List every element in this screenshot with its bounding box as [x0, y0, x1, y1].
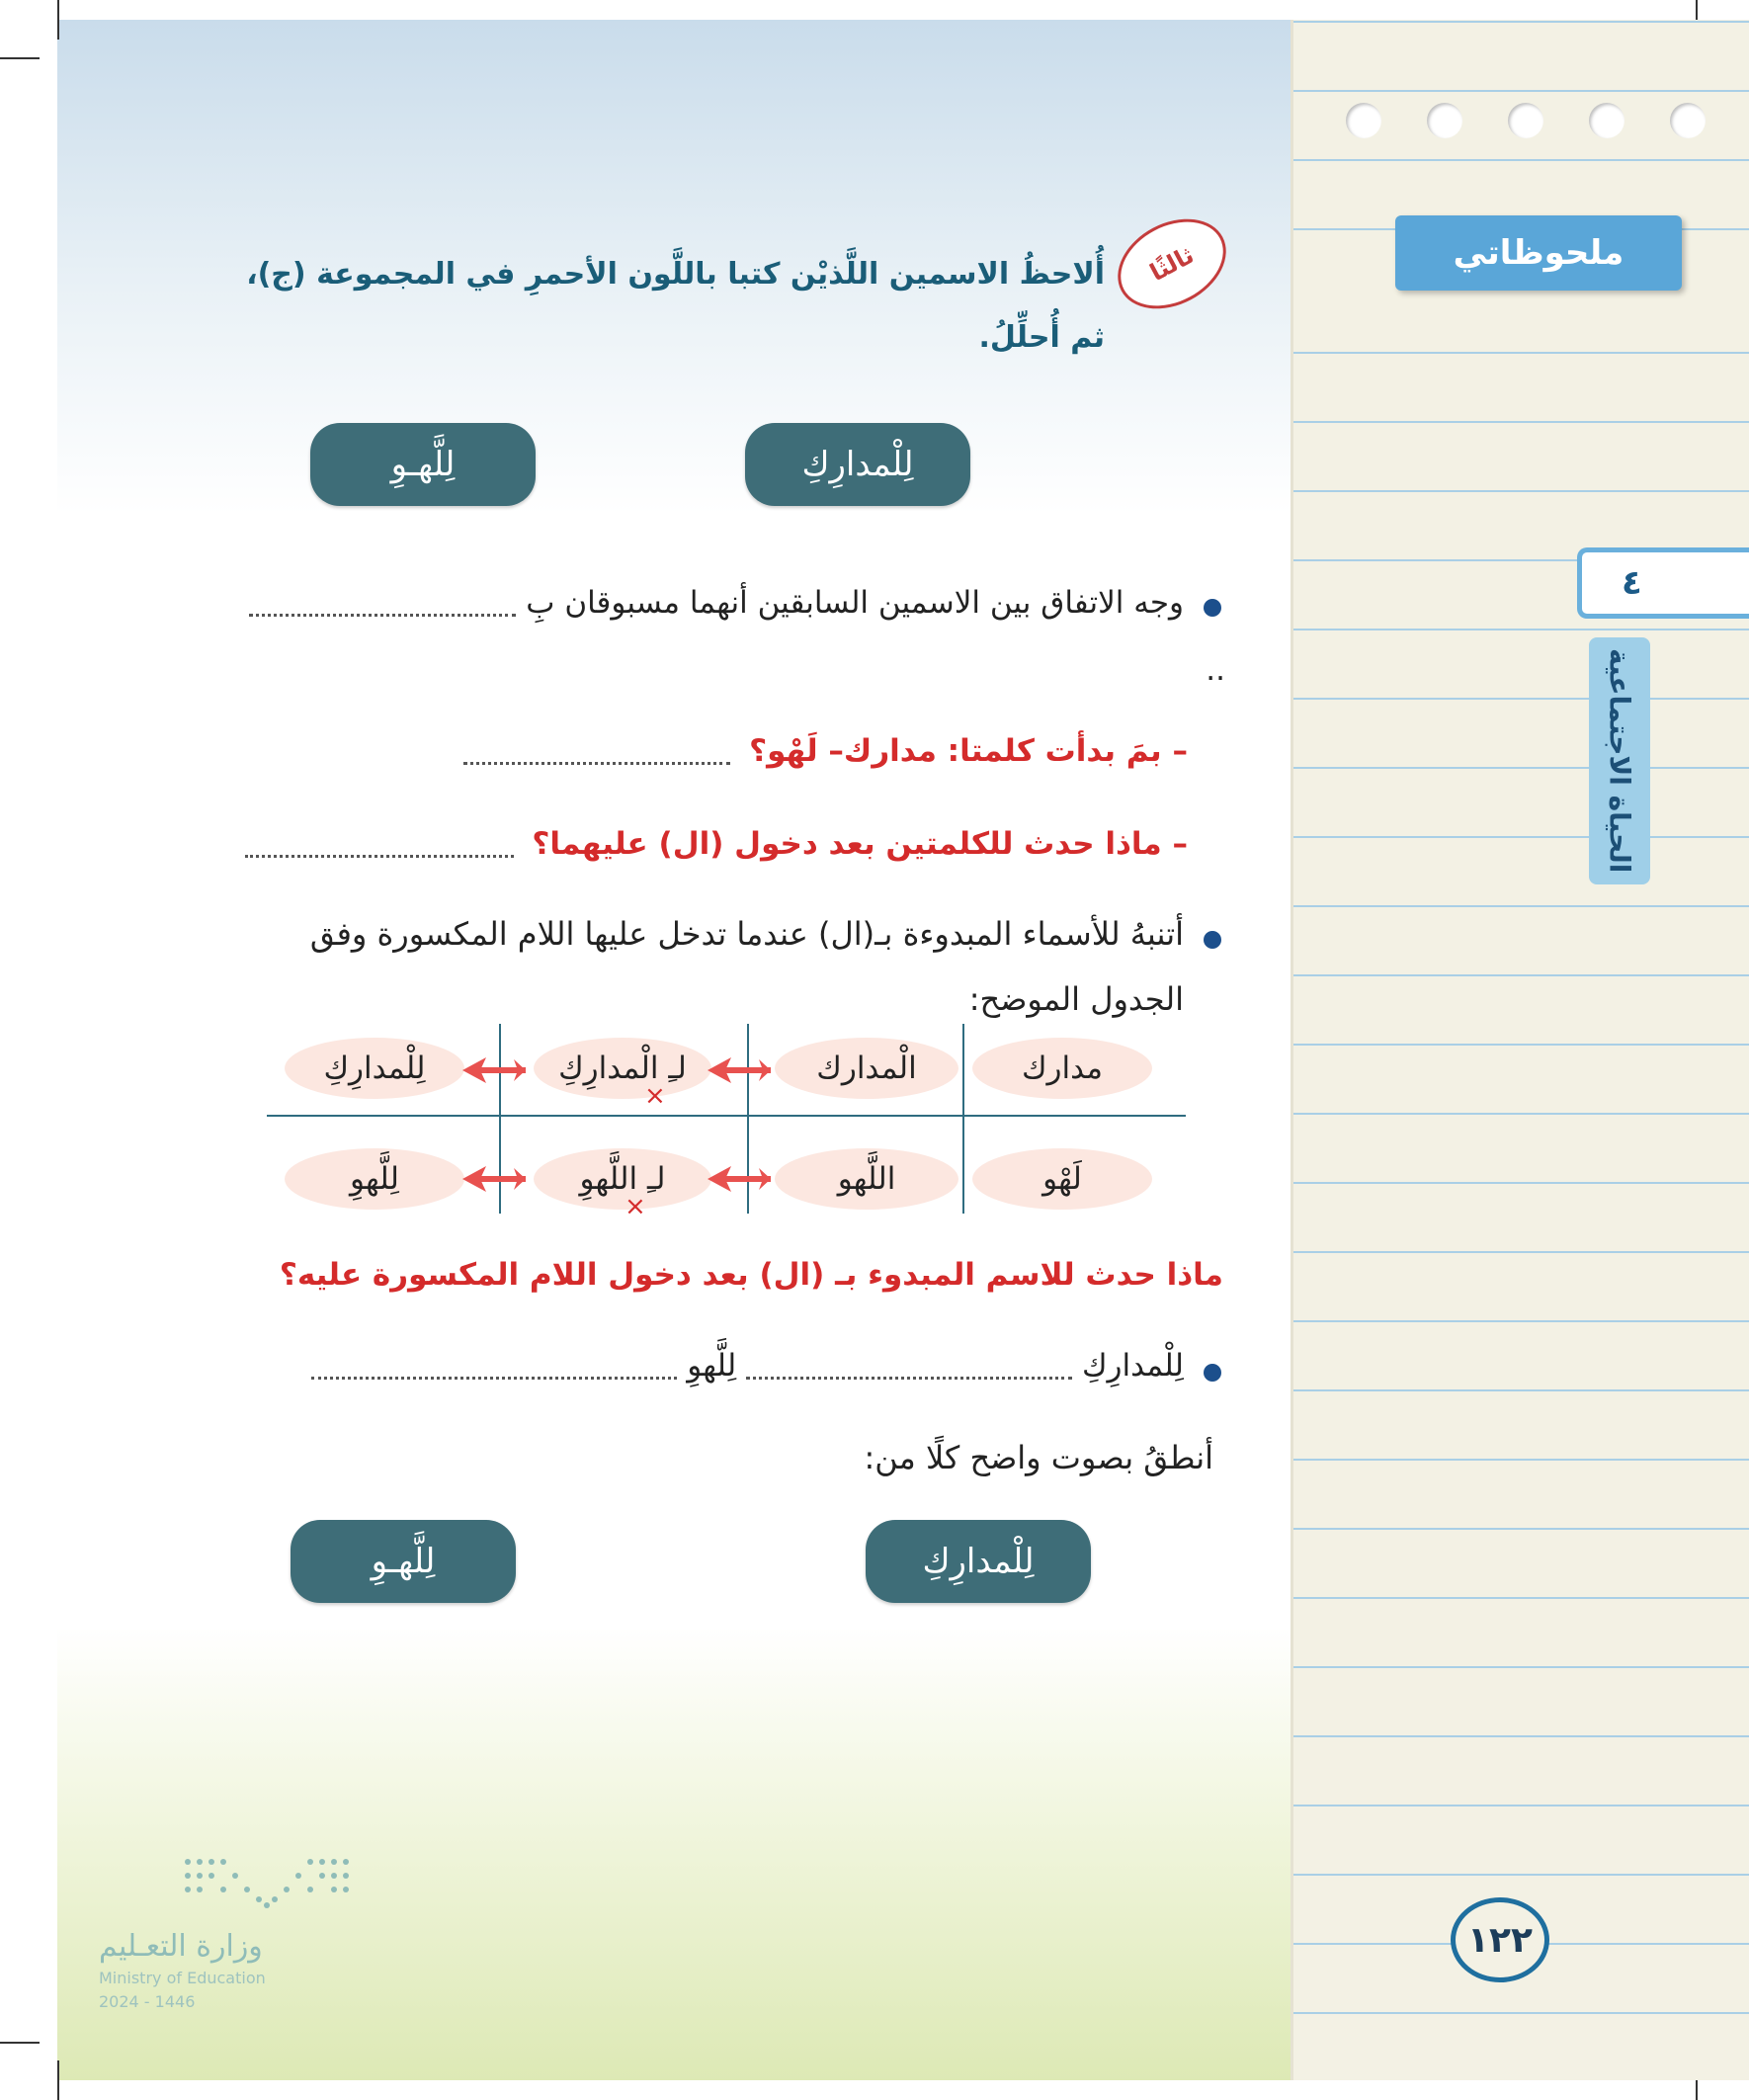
- question-1: [463, 733, 1188, 769]
- page-number: ١٢٢: [1451, 1897, 1549, 1982]
- pronounce-instruction: أنطقُ بصوت واضح كلًا من:: [864, 1439, 1213, 1476]
- answer-blank[interactable]: [463, 740, 730, 765]
- answer-word-madarik: لِلْمدارِكِ: [1081, 1348, 1184, 1384]
- crop-mark: [0, 2042, 40, 2044]
- section-badge: ثالثًا: [1103, 202, 1242, 327]
- unit-title-strip: [1589, 637, 1650, 884]
- word-pill-madarik: لِلْمدارِكِ: [745, 423, 970, 506]
- agreement-text: [249, 585, 1184, 621]
- question-2-text: – ماذا حدث للكلمتين بعد دخول (ال) عليهما؟: [532, 826, 1188, 862]
- answer-blank[interactable]: [245, 833, 514, 858]
- strike-mark: ×: [644, 1081, 666, 1111]
- crop-mark: [57, 2060, 59, 2100]
- note-line-1: أتنبهُ للأسماء المبدوءة بـ(ال) عندما تدخل عليها اللام المكسورة وفق: [309, 915, 1184, 953]
- ministry-name-ar: وزارة التعـليم: [99, 1929, 263, 1964]
- table-cell: الْمدارك: [775, 1038, 958, 1099]
- agreement-prompt: وجه الاتفاق بين الاسمين السابقين أنهما مسبوقان بِ: [526, 585, 1184, 621]
- answer-word-lahw: لِلَّهوِ: [687, 1348, 737, 1384]
- bullet: [1204, 599, 1221, 617]
- table-cell: لِلَّهوِ: [285, 1148, 464, 1210]
- answer-blank[interactable]: [746, 1355, 1072, 1380]
- table-divider: [267, 1115, 1186, 1117]
- unit-title: الحياة الاجتماعية: [1603, 648, 1636, 874]
- answer-blank[interactable]: [311, 1355, 677, 1380]
- table-cell: لـِ الْمدارِكِ: [534, 1038, 711, 1099]
- table-cell: لـِ اللَّهوِ: [534, 1148, 711, 1210]
- table-cell: لِلْمدارِكِ: [285, 1038, 464, 1099]
- bullet: [1204, 931, 1221, 949]
- binder-hole: [1346, 103, 1381, 138]
- arrow-left-icon: [460, 1053, 528, 1087]
- word-pill-lahw: لِلَّهـوِ: [310, 423, 536, 506]
- table-cell: مدارك: [972, 1038, 1152, 1099]
- pronounce-pill-lahw: لِلَّهـوِ: [291, 1520, 516, 1603]
- binder-hole: [1589, 103, 1624, 138]
- unit-number: ٤: [1577, 547, 1749, 619]
- question-2: [245, 826, 1188, 862]
- notes-panel: [1291, 20, 1749, 2080]
- arrow-left-icon: [706, 1162, 773, 1196]
- answer-blank[interactable]: [249, 592, 516, 617]
- arrow-left-icon: [460, 1162, 528, 1196]
- edition-year: 2024 - 1446: [99, 1992, 196, 2011]
- crop-mark: [57, 0, 59, 40]
- ministry-logo-icon: [182, 1856, 352, 1909]
- crop-mark: [0, 57, 40, 59]
- table-cell: اللَّهو: [775, 1148, 958, 1210]
- binder-hole: [1427, 103, 1462, 138]
- trailing-dots: ..: [1206, 652, 1225, 688]
- strike-mark: ×: [625, 1192, 646, 1221]
- note-line-2: الجدول الموضح:: [968, 980, 1184, 1018]
- notes-title: ملحوظاتي: [1395, 215, 1682, 291]
- bullet: [1204, 1364, 1221, 1382]
- answer-words-line: [311, 1348, 1184, 1384]
- question-1-text: – بمَ بدأت كلمتا: مدارك– لَهْو؟: [749, 733, 1188, 769]
- ministry-name-en: Ministry of Education: [99, 1969, 266, 1987]
- question-3: ماذا حدث للاسم المبدوء بـ (ال) بعد دخول اللام المكسورة عليه؟: [279, 1257, 1223, 1293]
- table-cell: لَهْو: [972, 1148, 1152, 1210]
- binder-hole: [1670, 103, 1706, 138]
- pronounce-pill-madarik: لِلْمدارِكِ: [866, 1520, 1091, 1603]
- arrow-left-icon: [706, 1053, 773, 1087]
- section-instruction: أُلاحظُ الاسمين اللَّذيْن كتبا باللَّون الأحمرِ في المجموعة (ج)، ثم أُحلِّلُ.: [246, 257, 1105, 355]
- table-divider: [962, 1024, 964, 1214]
- binder-hole: [1508, 103, 1543, 138]
